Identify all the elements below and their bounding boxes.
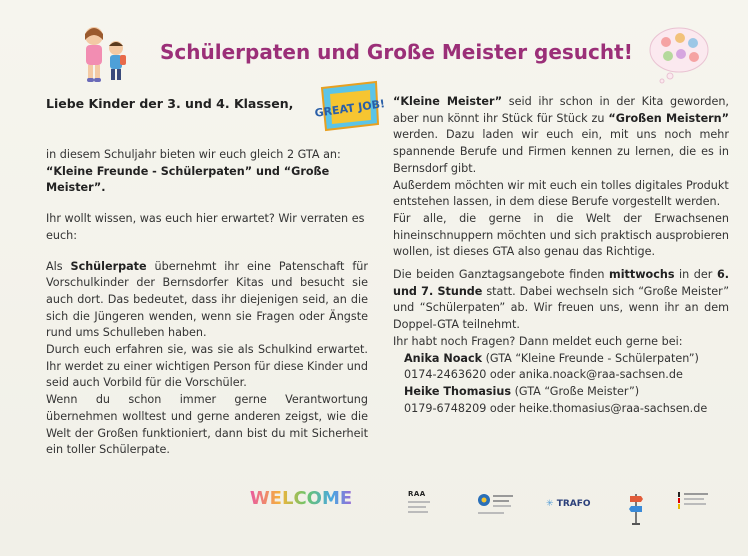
children-illustration-icon xyxy=(76,22,132,86)
welcome-graphic xyxy=(249,484,353,510)
right-column xyxy=(393,94,729,417)
greeting-heading: Liebe Kinder der 3. und 4. Klassen, xyxy=(46,96,294,111)
trafo-logo: ✳ TRAFO xyxy=(546,499,591,509)
schuelerpate-term: Schülerpate xyxy=(70,259,147,273)
great-job-sticker xyxy=(313,80,386,132)
left-column xyxy=(46,147,368,459)
page-title: Schülerpaten und Große Meister gesucht! xyxy=(160,40,633,64)
signpost-icon xyxy=(628,490,644,526)
welcome-text: WELCOME xyxy=(249,488,353,509)
contact-heike: Heike Thomasius (GTA “Große Meister”) xyxy=(404,384,640,398)
great-job-text: GREAT JOB! xyxy=(313,97,386,120)
kleine-meister-paragraph: “Kleine Meister” seid ihr schon in der Kita geworden, aber nun könnt ihr Stück für Stück zu “Großen Meistern” werden. Dazu laden wir euch ein, mit uns noch mehr spannende Berufe und Firmen kennen zu lernen, die es in Bernsdorf gibt. xyxy=(393,95,729,175)
sponsor-logos xyxy=(408,490,728,526)
questions-text: Ihr habt noch Fragen? Dann meldet euch gerne bei: xyxy=(393,334,683,348)
federal-ministry-logo-icon xyxy=(678,490,712,514)
schedule-paragraph: Die beiden Ganztagsangebote finden mittwochs in der 6. und 7. Stunde statt. Dabei wechseln sich “Große Meister” und “Schülerpaten” ab. Wir freuen uns, wenn ihr an dem Doppel-GTA teilnehmt. xyxy=(393,268,729,332)
question-text: Ihr wollt wissen, was euch hier erwartet? Wir verraten es euch: xyxy=(46,212,365,242)
for-all-paragraph: Für alle, die gerne in die Welt der Erwachsenen hineinschnuppern möchten und sich praktisch ausprobieren wollen, ist dieses GTA also genau das Richtige. xyxy=(393,211,729,259)
contact-heike-details: 0179-6748209 oder heike.thomasius@raa-sachsen.de xyxy=(404,401,708,415)
partner-logo-icon xyxy=(476,490,516,520)
digital-product-paragraph: Außerdem möchten wir mit euch ein tolles digitales Produkt entstehen lassen, in dem diese Berufe vorgestellt werden. xyxy=(393,178,729,209)
schuelerpate-paragraph: Als Schülerpate übernehmt ihr eine Patenschaft für Vorschulkinder der Bernsdorfer Kitas und besucht sie auch dort. Das bedeutet, dass ihr diejenigen seid, an die sich die Jüngeren wenden, wenn sie Fragen oder Ängste rund ums Schulleben haben. xyxy=(46,259,368,340)
invitation-paragraph: Wenn du schon immer gerne Verantwortung übernehmen wolltest und gerne anderen zeigst, wie die Welt der Großen funktioniert, dann bist du mit Sicherheit ein toller Schülerpate. xyxy=(46,393,368,457)
role-paragraph: Durch euch erfahren sie, was sie als Schulkind erwartet. Ihr werdet zu einer wichtigen Person für diese Kinder und seid auch Vorbild für die Vorschüler. xyxy=(46,343,368,390)
intro-text: in diesem Schuljahr bieten wir euch gleich 2 GTA an: xyxy=(46,148,341,161)
contact-anika-details: 0174-2463620 oder anika.noack@raa-sachsen.de xyxy=(404,368,683,382)
raa-logo: RAA xyxy=(408,490,438,524)
contact-anika: Anika Noack (GTA “Kleine Freunde - Schülerpaten”) xyxy=(404,351,699,365)
gta-names: “Kleine Freunde - Schülerpaten” und “Große Meister”. xyxy=(46,164,330,195)
career-cloud-icon xyxy=(648,24,710,84)
